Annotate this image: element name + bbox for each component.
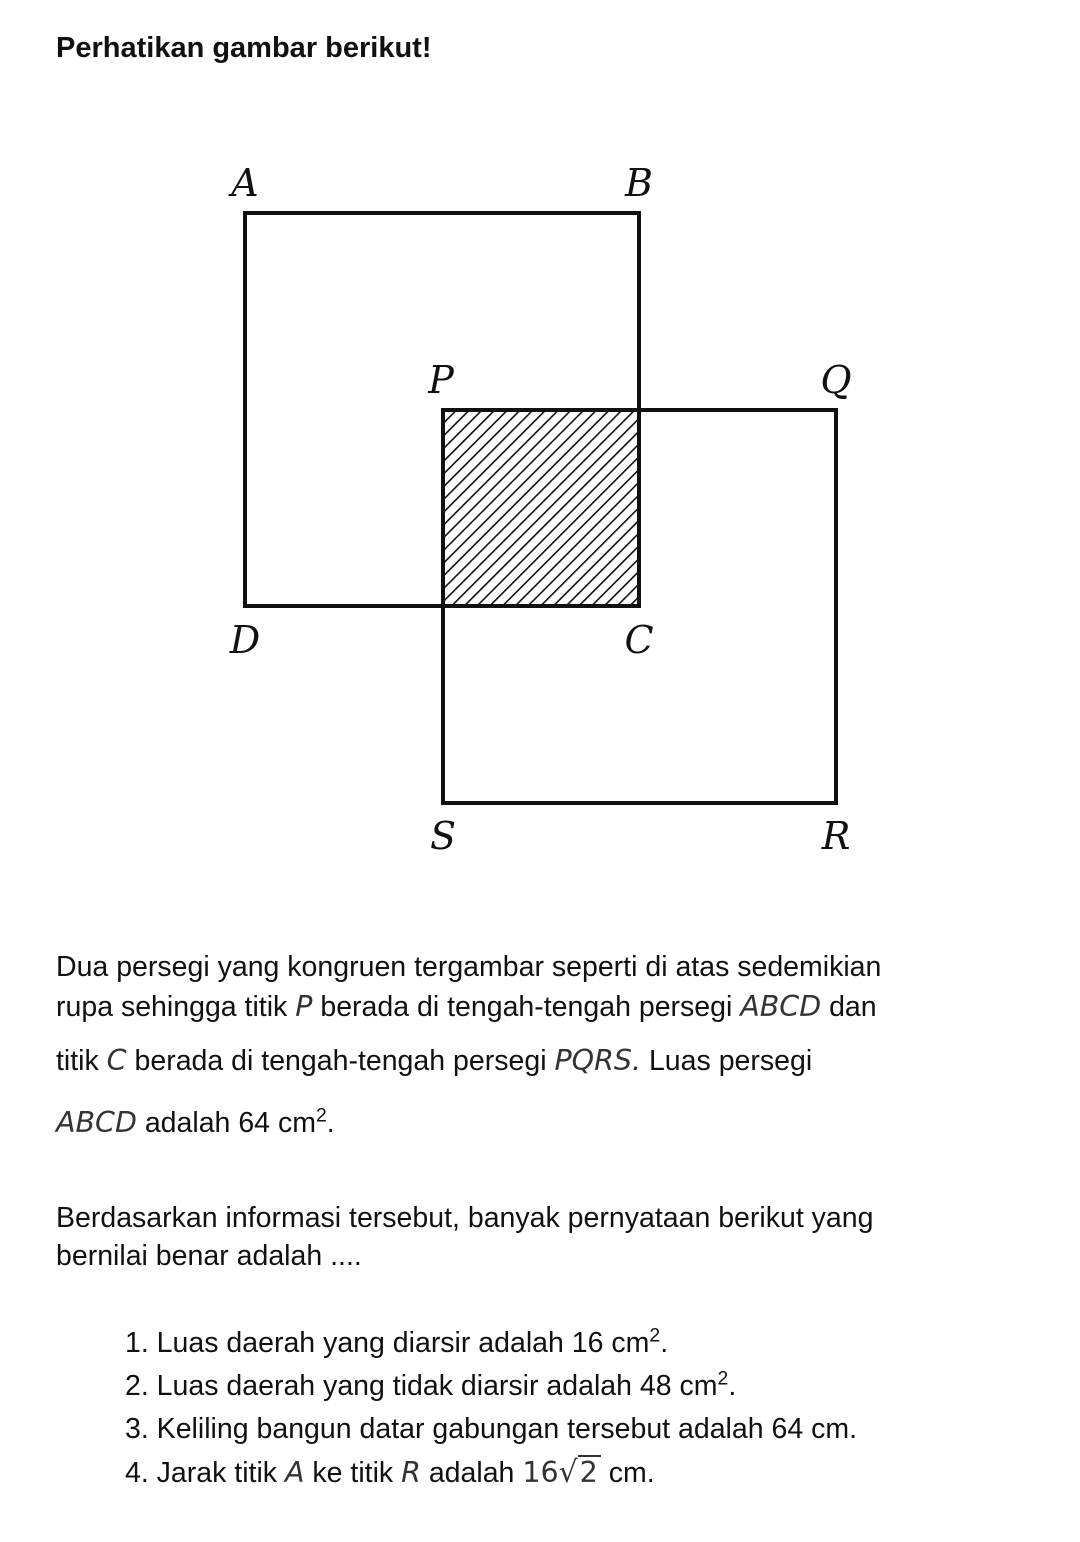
statement-text: 1. Luas daerah yang diarsir adalah 16 cm [125,1327,650,1359]
area-text: adalah 64 cm [144,1107,316,1139]
exponent: 2 [717,1367,729,1390]
point-r-variable: R [401,1456,421,1489]
label-a: A [231,161,259,205]
description-line-2 [56,988,1028,1026]
period: . [728,1370,737,1402]
word: di [231,1045,254,1077]
statement-4 [125,1451,857,1494]
square-abcd-variable: ABCD [740,990,822,1023]
period: . [326,1107,335,1139]
statement-text: 3. Keliling bangun datar gabungan tersebut adalah 64 cm. [125,1413,858,1445]
label-b: B [625,161,653,205]
square-pqrs-variable: PQRS. [554,1044,642,1077]
description-line-4 [56,1104,1028,1142]
label-c: C [624,618,654,662]
statement-1 [125,1322,857,1365]
prompt-line-1: Berdasarkan informasi tersebut, banyak pernyataan berikut yang [56,1202,874,1234]
statement-text: 4. Jarak titik [125,1457,278,1489]
word: tengah-tengah [261,1045,446,1077]
problem-description [56,948,1028,1142]
text-segment: rupa sehingga titik [56,991,288,1023]
text-segment: dan [829,991,877,1023]
text-segment: berada di tengah-tengah persegi [320,991,733,1023]
question-heading: Perhatikan gambar berikut! [56,32,432,64]
period: . [660,1327,669,1359]
point-p-variable: P [295,990,313,1023]
description-line-1: Dua persegi yang kongruen tergambar seperti di atas sedemikian [56,951,882,983]
word: titik [56,1045,99,1077]
statement-text: 2. Luas daerah yang tidak diarsir adalah 48 cm [125,1370,718,1402]
word: persegi [453,1045,547,1077]
label-r: R [821,814,851,858]
statement-list [125,1322,857,1494]
word: Luas [648,1045,711,1077]
statement-text: adalah [428,1457,515,1489]
description-line-3 [56,1042,1028,1080]
statement-text: ke titik [312,1457,394,1489]
word: berada [134,1045,224,1077]
exponent: 2 [315,1104,327,1127]
square-abcd-variable: ABCD [56,1106,137,1139]
statement-2 [125,1365,857,1408]
prompt-line-2: bernilai benar adalah .... [56,1240,362,1272]
question-prompt [56,1199,1028,1275]
label-d: D [229,618,261,662]
point-a-variable: A [284,1456,305,1489]
radical-sign-icon: √ [558,1455,578,1490]
shaded-overlap-region [443,410,639,606]
square-root-expression [522,1451,600,1494]
label-s: S [429,814,457,858]
exponent: 2 [649,1324,661,1347]
radicand: 2 [578,1455,601,1488]
statement-3 [125,1408,857,1451]
label-q: Q [820,358,852,402]
label-p: P [428,358,454,402]
unit-text: cm. [608,1457,655,1489]
point-c-variable: C [106,1044,127,1077]
word: persegi [718,1045,813,1077]
coefficient: 16 [522,1456,559,1489]
